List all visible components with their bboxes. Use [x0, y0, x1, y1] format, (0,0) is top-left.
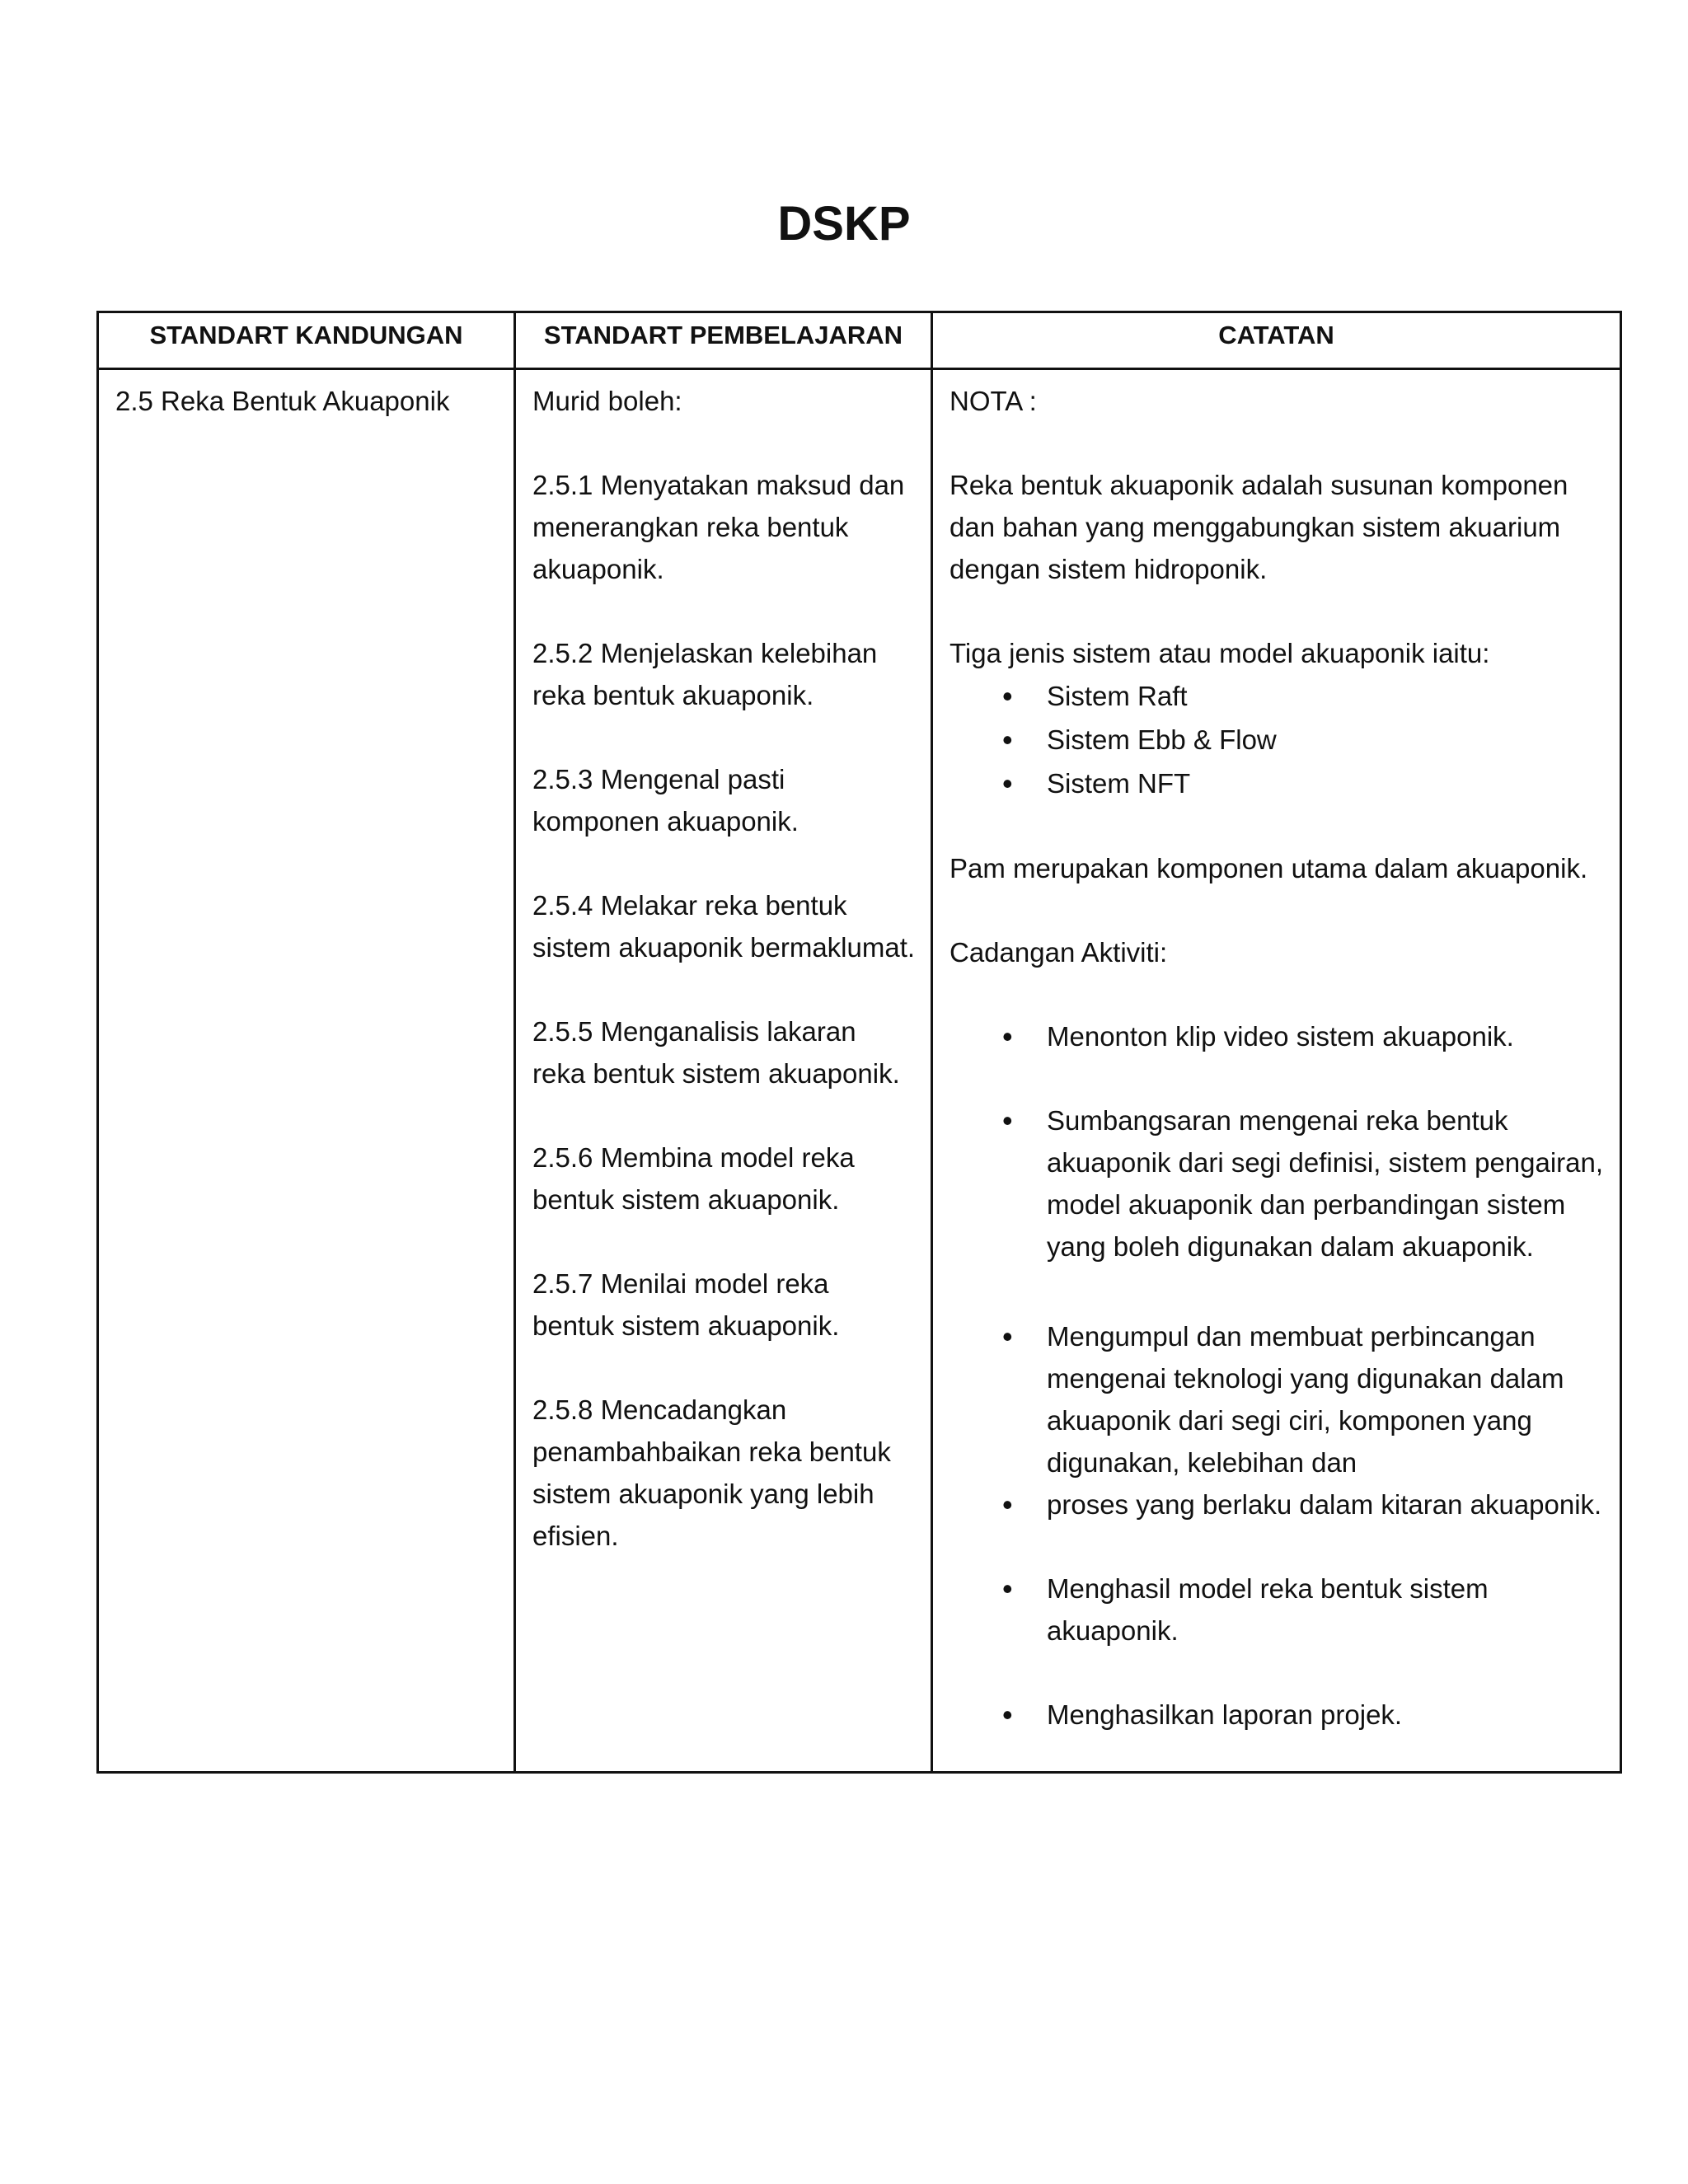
- pembelajaran-intro: Murid boleh:: [532, 386, 682, 416]
- dskp-table: [96, 311, 1622, 1774]
- header-standart-kandungan: STANDART KANDUNGAN: [98, 312, 515, 369]
- list-item: • Menonton klip video sistem akuaponik.: [950, 1015, 1605, 1057]
- list-item: • Menghasil model reka bentuk sistem akuaponik.: [950, 1568, 1605, 1652]
- table-header-row: [98, 312, 1621, 369]
- list-item: • Sistem Ebb & Flow: [950, 718, 1605, 762]
- pembelajaran-item: 2.5.2 Menjelaskan kelebihan reka bentuk akuaponik.: [532, 638, 878, 710]
- list-item: • Sistem NFT: [950, 762, 1605, 805]
- table-row: [98, 369, 1621, 1773]
- kandungan-text: 2.5 Reka Bentuk Akuaponik: [115, 386, 450, 416]
- pembelajaran-item: 2.5.4 Melakar reka bentuk sistem akuaponik bermaklumat.: [532, 890, 916, 963]
- types-list: [950, 674, 1605, 805]
- list-item: • Sumbangsaran mengenai reka bentuk akuaponik dari segi definisi, sistem pengairan, model akuaponik dan perbandingan sistem yang boleh digunakan dalam akuaponik.: [950, 1099, 1605, 1268]
- pembelajaran-item: 2.5.6 Membina model reka bentuk sistem akuaponik.: [532, 1142, 855, 1215]
- activities-list: [950, 1015, 1605, 1736]
- cell-pembelajaran: [515, 369, 932, 1773]
- activities-label: Cadangan Aktiviti:: [950, 937, 1168, 968]
- header-catatan: CATATAN: [932, 312, 1621, 369]
- pembelajaran-item: 2.5.5 Menganalisis lakaran reka bentuk sistem akuaponik.: [532, 1016, 900, 1089]
- pump-note: Pam merupakan komponen utama dalam akuaponik.: [950, 853, 1588, 883]
- nota-definition: Reka bentuk akuaponik adalah susunan komponen dan bahan yang menggabungkan sistem akuarium dengan sistem hidroponik.: [950, 470, 1568, 584]
- header-standart-pembelajaran: STANDART PEMBELAJARAN: [515, 312, 932, 369]
- cell-catatan: [932, 369, 1621, 1773]
- list-item: • Mengumpul dan membuat perbincangan mengenai teknologi yang digunakan dalam akuaponik dari segi ciri, komponen yang digunakan, kelebihan dan: [950, 1315, 1605, 1483]
- nota-label: NOTA :: [950, 386, 1037, 416]
- types-intro: Tiga jenis sistem atau model akuaponik iaitu:: [950, 638, 1490, 668]
- pembelajaran-item: 2.5.7 Menilai model reka bentuk sistem akuaponik.: [532, 1268, 840, 1341]
- cell-kandungan: [98, 369, 515, 1773]
- list-item: • Sistem Raft: [950, 674, 1605, 718]
- pembelajaran-item: 2.5.3 Mengenal pasti komponen akuaponik.: [532, 764, 799, 837]
- pembelajaran-item: 2.5.8 Mencadangkan penambahbaikan reka bentuk sistem akuaponik yang lebih efisien.: [532, 1394, 891, 1551]
- pembelajaran-item: 2.5.1 Menyatakan maksud dan menerangkan reka bentuk akuaponik.: [532, 470, 905, 584]
- list-item: • Menghasilkan laporan projek.: [950, 1694, 1605, 1736]
- list-item: • proses yang berlaku dalam kitaran akuaponik.: [950, 1483, 1605, 1526]
- page-title: DSKP: [777, 197, 911, 251]
